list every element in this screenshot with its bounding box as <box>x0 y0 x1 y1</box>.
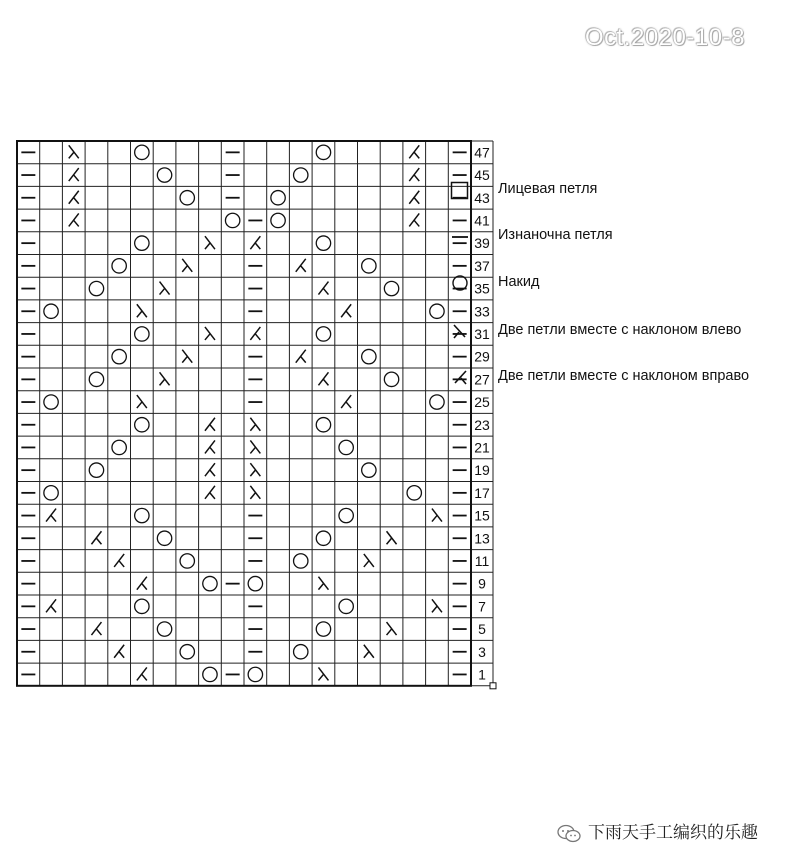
yarn-over-symbol <box>339 440 353 454</box>
decrease-right-symbol <box>250 236 260 249</box>
decrease-left-symbol <box>364 645 374 658</box>
decrease-left-symbol <box>69 145 79 158</box>
decrease-left-symbol <box>205 327 215 340</box>
row-number: 41 <box>474 212 490 229</box>
yarn-over-symbol <box>294 645 308 659</box>
decrease-left-icon <box>450 320 470 344</box>
decrease-right-symbol <box>250 327 260 340</box>
row-number: 5 <box>478 621 486 638</box>
yarn-over-symbol <box>112 440 126 454</box>
yarn-over-symbol <box>180 554 194 568</box>
corner-marker <box>490 683 496 689</box>
decrease-right-symbol <box>205 440 215 453</box>
yarn-over-symbol <box>316 531 330 545</box>
row-number: 19 <box>474 462 490 479</box>
row-number: 45 <box>474 167 490 184</box>
decrease-right-symbol <box>91 531 101 544</box>
row-number: 43 <box>474 189 490 206</box>
yarn-over-symbol <box>430 395 444 409</box>
row-number: 33 <box>474 303 490 320</box>
row-number: 17 <box>474 484 490 501</box>
yarn-over-symbol <box>384 281 398 295</box>
date-watermark: Oct.2020-10-8 <box>585 24 745 51</box>
decrease-right-symbol <box>69 213 79 226</box>
row-number: 39 <box>474 235 490 252</box>
dash-icon <box>450 225 470 249</box>
yarn-over-symbol <box>180 191 194 205</box>
yarn-over-symbol <box>157 168 171 182</box>
yarn-over-symbol <box>316 622 330 636</box>
row-number: 13 <box>474 530 490 547</box>
decrease-right-symbol <box>409 191 419 204</box>
row-number: 25 <box>474 394 490 411</box>
row-number: 37 <box>474 257 490 274</box>
decrease-right-symbol <box>69 168 79 181</box>
decrease-left-symbol <box>318 577 328 590</box>
yarn-over-symbol <box>407 486 421 500</box>
decrease-right-symbol <box>318 372 328 385</box>
row-number: 23 <box>474 416 490 433</box>
yarn-over-symbol <box>316 327 330 341</box>
decrease-right-symbol <box>409 168 419 181</box>
yarn-over-symbol <box>44 486 58 500</box>
decrease-left-symbol <box>364 554 374 567</box>
decrease-left-symbol <box>182 350 192 363</box>
row-number: 35 <box>474 280 490 297</box>
decrease-right-symbol <box>91 622 101 635</box>
row-number: 9 <box>478 575 486 592</box>
decrease-right-symbol <box>137 577 147 590</box>
decrease-left-symbol <box>250 486 260 499</box>
decrease-left-symbol <box>250 418 260 431</box>
yarn-over-symbol <box>339 599 353 613</box>
decrease-right-symbol <box>46 509 56 522</box>
legend-label: Изнаночна петля <box>498 227 613 243</box>
yarn-over-symbol <box>316 145 330 159</box>
yarn-over-symbol <box>430 304 444 318</box>
row-number: 15 <box>474 507 490 524</box>
decrease-right-symbol <box>205 463 215 476</box>
decrease-left-symbol <box>137 304 147 317</box>
square-icon <box>450 179 470 203</box>
decrease-right-symbol <box>409 213 419 226</box>
decrease-right-symbol <box>114 645 124 658</box>
legend-label: Две петли вместе с наклоном влево <box>498 322 742 338</box>
yarn-over-symbol <box>294 168 308 182</box>
row-number: 29 <box>474 348 490 365</box>
decrease-right-symbol <box>69 191 79 204</box>
circle-icon <box>450 272 470 296</box>
yarn-over-symbol <box>135 236 149 250</box>
decrease-right-symbol <box>341 395 351 408</box>
decrease-left-symbol <box>250 440 260 453</box>
yarn-over-symbol <box>44 395 58 409</box>
decrease-left-symbol <box>160 282 170 295</box>
row-number: 27 <box>474 371 490 388</box>
yarn-over-symbol <box>362 463 376 477</box>
row-number: 3 <box>478 643 486 660</box>
row-number: 31 <box>474 325 490 342</box>
decrease-left-symbol <box>387 531 397 544</box>
yarn-over-symbol <box>44 304 58 318</box>
legend-label: Лицевая петля <box>498 181 598 197</box>
legend-label: Две петли вместе с наклоном вправо <box>498 368 750 384</box>
yarn-over-symbol <box>271 213 285 227</box>
decrease-left-symbol <box>318 667 328 680</box>
decrease-right-symbol <box>137 667 147 680</box>
legend-label: Накид <box>498 274 540 290</box>
decrease-right-symbol <box>296 259 306 272</box>
yarn-over-symbol <box>294 554 308 568</box>
yarn-over-symbol <box>89 463 103 477</box>
row-number: 7 <box>478 598 486 615</box>
row-number: 1 <box>478 666 486 683</box>
decrease-right-symbol <box>341 304 351 317</box>
yarn-over-symbol <box>362 259 376 273</box>
yarn-over-symbol <box>135 508 149 522</box>
yarn-over-symbol <box>316 236 330 250</box>
yarn-over-symbol <box>271 191 285 205</box>
decrease-right-icon <box>450 366 470 390</box>
row-number: 11 <box>474 552 490 569</box>
yarn-over-symbol <box>157 531 171 545</box>
yarn-over-symbol <box>225 213 239 227</box>
yarn-over-symbol <box>112 349 126 363</box>
yarn-over-symbol <box>248 667 262 681</box>
yarn-over-symbol <box>180 645 194 659</box>
decrease-right-symbol <box>296 350 306 363</box>
decrease-left-symbol <box>432 509 442 522</box>
decrease-left-symbol <box>250 463 260 476</box>
decrease-right-symbol <box>46 599 56 612</box>
yarn-over-symbol <box>135 327 149 341</box>
decrease-left-symbol <box>432 599 442 612</box>
yarn-over-symbol <box>89 281 103 295</box>
decrease-right-symbol <box>409 145 419 158</box>
yarn-over-symbol <box>248 576 262 590</box>
decrease-right-symbol <box>318 282 328 295</box>
yarn-over-symbol <box>135 145 149 159</box>
yarn-over-symbol <box>203 667 217 681</box>
row-number: 47 <box>474 144 490 161</box>
decrease-left-symbol <box>387 622 397 635</box>
decrease-left-symbol <box>160 372 170 385</box>
yarn-over-symbol <box>135 599 149 613</box>
wechat-icon <box>556 824 582 844</box>
footer-credit <box>556 818 758 844</box>
footer-text: 下雨天手工编织的乐趣 <box>588 823 758 842</box>
row-number: 21 <box>474 439 490 456</box>
decrease-right-symbol <box>205 486 215 499</box>
decrease-right-symbol <box>114 554 124 567</box>
yarn-over-symbol <box>316 418 330 432</box>
decrease-right-symbol <box>205 418 215 431</box>
yarn-over-symbol <box>362 349 376 363</box>
yarn-over-symbol <box>89 372 103 386</box>
yarn-over-symbol <box>135 418 149 432</box>
yarn-over-symbol <box>203 576 217 590</box>
yarn-over-symbol <box>384 372 398 386</box>
decrease-left-symbol <box>137 395 147 408</box>
yarn-over-symbol <box>112 259 126 273</box>
decrease-left-symbol <box>182 259 192 272</box>
decrease-left-symbol <box>205 236 215 249</box>
yarn-over-symbol <box>339 508 353 522</box>
yarn-over-symbol <box>157 622 171 636</box>
